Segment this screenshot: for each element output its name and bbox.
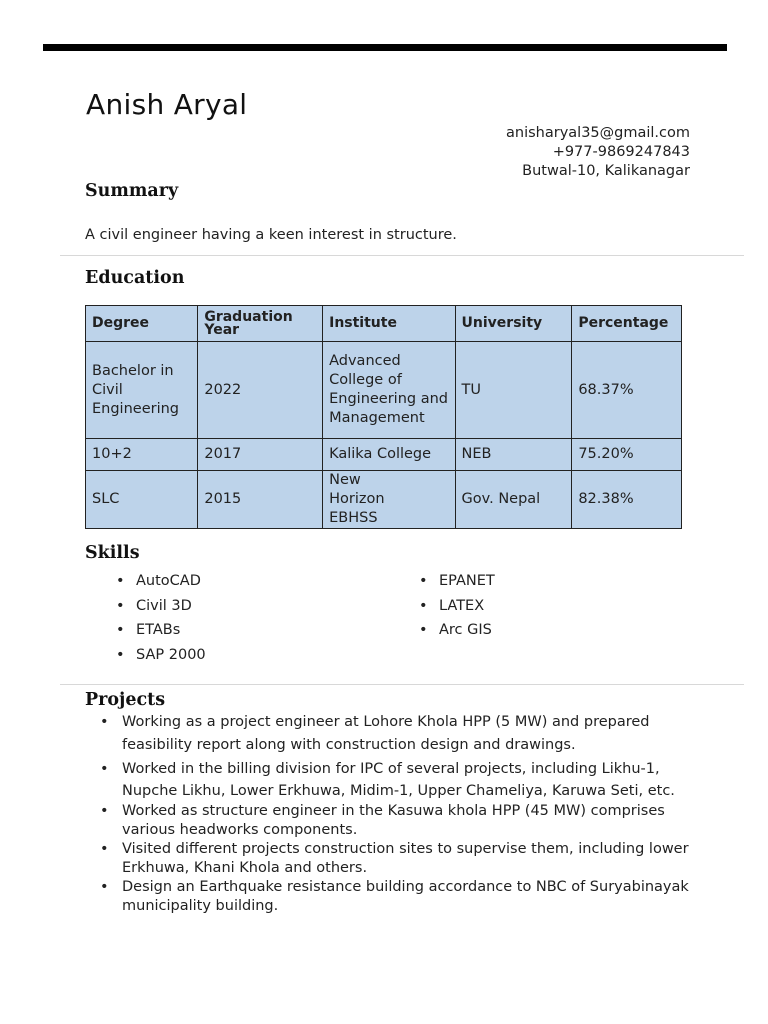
contact-block bbox=[506, 124, 690, 181]
cell-institute: Kalika College bbox=[323, 439, 455, 471]
cell-year: 2022 bbox=[198, 342, 323, 439]
bullet-icon: • bbox=[419, 622, 428, 639]
header-graduation-year: Graduation Year bbox=[198, 306, 323, 342]
bullet-icon: • bbox=[116, 622, 125, 639]
skills-heading: Skills bbox=[85, 543, 140, 563]
cell-institute: Advanced College of Engineering and Management bbox=[323, 342, 455, 439]
bullet-icon: • bbox=[100, 803, 109, 819]
bullet-icon: • bbox=[419, 597, 428, 614]
cell-percentage: 82.38% bbox=[572, 471, 682, 529]
bullet-icon: • bbox=[100, 761, 109, 777]
summary-heading: Summary bbox=[85, 181, 179, 201]
cell-university: Gov. Nepal bbox=[455, 471, 572, 529]
bullet-icon: • bbox=[100, 714, 109, 730]
cell-year: 2015 bbox=[198, 471, 323, 529]
projects-list bbox=[100, 711, 700, 916]
projects-heading: Projects bbox=[85, 690, 166, 710]
table-row bbox=[86, 439, 682, 471]
cell-degree: SLC bbox=[86, 471, 198, 529]
cell-degree: Bachelor in Civil Engineering bbox=[86, 342, 198, 439]
skills-list-right bbox=[419, 569, 495, 643]
cell-institute: New Horizon EBHSS bbox=[323, 471, 455, 529]
list-item: • Working as a project engineer at Lohore Khola HPP (5 MW) and prepared feasibility report along with construction design and drawings. bbox=[100, 711, 700, 757]
skills-list-left bbox=[116, 569, 206, 668]
bullet-icon: • bbox=[419, 573, 428, 589]
list-item: • Civil 3D bbox=[136, 594, 206, 619]
table-header-row bbox=[86, 306, 682, 342]
list-item: • EPANET bbox=[439, 569, 495, 594]
header-percentage: Percentage bbox=[572, 306, 682, 342]
bullet-icon: • bbox=[100, 841, 109, 857]
list-item: • ETABs bbox=[136, 618, 206, 643]
section-divider bbox=[60, 255, 744, 256]
list-item: • AutoCAD bbox=[136, 569, 206, 594]
contact-email[interactable]: anisharyal35@gmail.com bbox=[506, 125, 690, 141]
header-university: University bbox=[455, 306, 572, 342]
header-rule bbox=[43, 44, 727, 51]
cell-degree: 10+2 bbox=[86, 439, 198, 471]
table-row bbox=[86, 471, 682, 529]
section-divider bbox=[60, 684, 744, 685]
resume-name: Anish Aryal bbox=[86, 88, 248, 121]
education-heading: Education bbox=[85, 268, 185, 288]
cell-percentage: 68.37% bbox=[572, 342, 682, 439]
header-degree: Degree bbox=[86, 306, 198, 342]
cell-university: NEB bbox=[455, 439, 572, 471]
list-item: • Visited different projects construction sites to supervise them, including lower Erkhuwa, Khani Khola and others. bbox=[100, 841, 689, 876]
list-item: • SAP 2000 bbox=[136, 643, 206, 668]
summary-text: A civil engineer having a keen interest in structure. bbox=[85, 227, 457, 243]
list-item: • Arc GIS bbox=[439, 618, 495, 643]
education-table bbox=[85, 305, 682, 529]
bullet-icon: • bbox=[100, 879, 109, 895]
list-item: • Design an Earthquake resistance building accordance to NBC of Suryabinayak municipality building. bbox=[100, 879, 689, 914]
cell-university: TU bbox=[455, 342, 572, 439]
cell-percentage: 75.20% bbox=[572, 439, 682, 471]
table-row bbox=[86, 342, 682, 439]
cell-year: 2017 bbox=[198, 439, 323, 471]
bullet-icon: • bbox=[116, 647, 125, 664]
list-item: • LATEX bbox=[439, 594, 495, 619]
bullet-icon: • bbox=[116, 573, 125, 589]
bullet-icon: • bbox=[116, 597, 125, 614]
list-item: • Worked in the billing division for IPC of several projects, including Likhu-1, Nupche Likhu, Lower Erkhuwa, Midim-1, Upper Chameliya, Karuwa Seti, etc. bbox=[100, 758, 700, 802]
list-item: • Worked as structure engineer in the Kasuwa khola HPP (45 MW) comprises various headworks components. bbox=[100, 803, 665, 838]
contact-address: Butwal-10, Kalikanagar bbox=[522, 163, 690, 179]
contact-phone: +977-9869247843 bbox=[552, 144, 690, 160]
header-institute: Institute bbox=[323, 306, 455, 342]
